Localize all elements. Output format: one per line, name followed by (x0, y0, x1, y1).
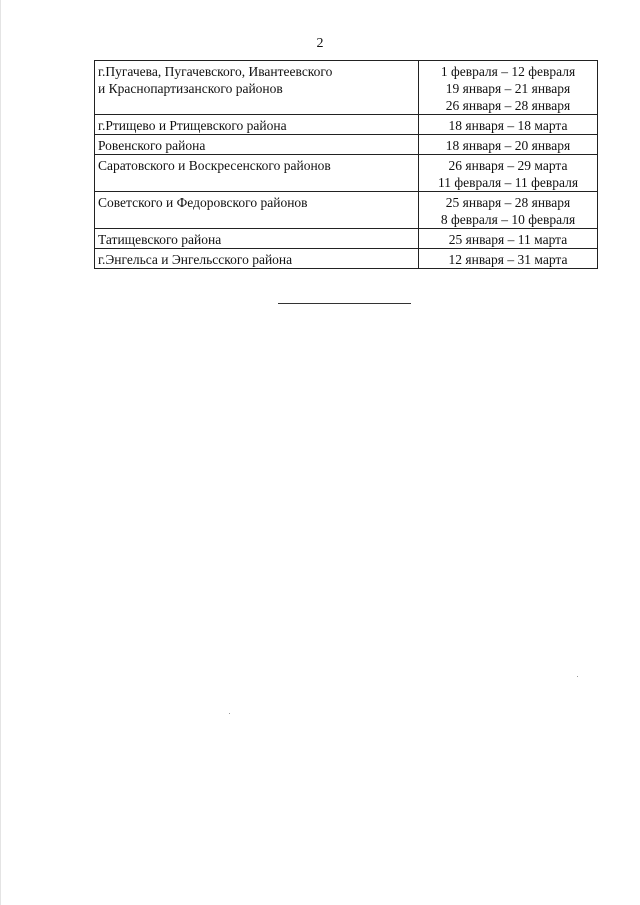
dates-cell (419, 135, 598, 155)
date-range: 12 января – 31 марта (448, 252, 568, 267)
area-cell (95, 192, 419, 229)
date-range: 25 января – 11 марта (448, 232, 568, 247)
area-cell (95, 155, 419, 192)
date-range: 1 февраля – 12 февраля (440, 64, 576, 79)
closing-rule (278, 303, 411, 304)
area-text: и Краснопартизанского районов (98, 81, 283, 96)
area-cell (95, 249, 419, 269)
table-row (95, 115, 598, 135)
date-range: 8 февраля – 10 февраля (440, 212, 576, 227)
date-range: 26 января – 29 марта (448, 158, 568, 173)
dates-cell (419, 249, 598, 269)
table-row (95, 61, 598, 115)
area-text: Саратовского и Воскресенского районов (98, 158, 331, 173)
area-text: г.Ртищево и Ртищевского района (98, 118, 287, 133)
area-cell (95, 115, 419, 135)
date-range: 19 января – 21 января (445, 81, 571, 96)
dates-cell (419, 61, 598, 115)
scan-edge (0, 0, 1, 905)
table-row (95, 192, 598, 229)
date-range: 18 января – 18 марта (448, 118, 568, 133)
area-text: Татищевского района (98, 232, 222, 247)
area-cell (95, 135, 419, 155)
area-text: г.Энгельса и Энгельсского района (98, 252, 293, 267)
date-range: 26 января – 28 января (445, 98, 571, 113)
schedule-table (94, 60, 598, 269)
area-text: Ровенского района (98, 138, 206, 153)
scan-speck (577, 676, 578, 677)
table-row (95, 249, 598, 269)
table-row (95, 229, 598, 249)
table-row (95, 155, 598, 192)
date-range: 11 февраля – 11 февраля (437, 175, 579, 190)
area-cell (95, 61, 419, 115)
area-text: Советского и Федоровского районов (98, 195, 308, 210)
table-row (95, 135, 598, 155)
scan-speck (229, 713, 230, 714)
date-range: 18 января – 20 января (445, 138, 571, 153)
dates-cell (419, 192, 598, 229)
area-cell (95, 229, 419, 249)
dates-cell (419, 155, 598, 192)
page-number: 2 (316, 36, 324, 51)
dates-cell (419, 229, 598, 249)
dates-cell (419, 115, 598, 135)
date-range: 25 января – 28 января (445, 195, 571, 210)
area-text: г.Пугачева, Пугачевского, Ивантеевского (98, 64, 333, 79)
